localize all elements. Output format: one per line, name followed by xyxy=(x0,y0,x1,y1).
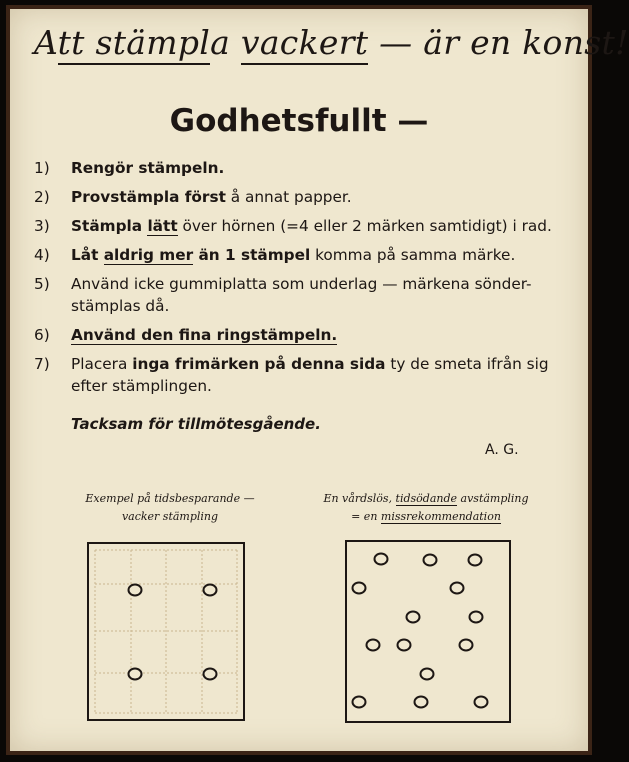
thanks-line: Tacksam för tillmötesgående. xyxy=(71,415,321,433)
stamp-ring-mark xyxy=(469,555,482,566)
rule-item xyxy=(34,353,574,397)
caption-line xyxy=(306,490,546,508)
stamp-ring-mark xyxy=(470,612,483,623)
stamp-ring-mark xyxy=(460,640,473,651)
title-underlined-part-1: tt stämpl xyxy=(58,23,211,65)
rule-bold-text-2: än 1 stämpel xyxy=(193,246,311,264)
rule-bold-text: inga frimärken på denna sida xyxy=(132,355,386,373)
caption-line xyxy=(306,508,546,526)
rule-underlined-text: aldrig mer xyxy=(103,246,194,264)
section-heading: Godhetsfullt — xyxy=(169,103,429,139)
instruction-sheet xyxy=(6,5,629,755)
rule-bold-text: Provstämpla först xyxy=(71,188,226,206)
rule-text: Placera xyxy=(71,355,133,373)
title-underlined-part-2: vackert xyxy=(241,23,368,65)
rule-number: 2) xyxy=(34,188,50,206)
stamp-ring-mark xyxy=(415,697,428,708)
scattered-stamps-illustration xyxy=(347,542,509,721)
caption-text: = en xyxy=(351,510,381,523)
title-rest: — är en konst! xyxy=(368,23,629,62)
rule-item xyxy=(34,157,574,179)
rule-item xyxy=(34,186,574,208)
rule-number: 5) xyxy=(34,275,50,293)
rule-item xyxy=(34,244,574,266)
page-title xyxy=(34,23,629,62)
rule-item xyxy=(34,273,574,317)
rule-number: 6) xyxy=(34,326,50,344)
rule-bold-text: Rengör stämpeln. xyxy=(71,159,225,177)
rule-text-2: ty de smeta ifrån sig efter stämplingen. xyxy=(71,355,549,395)
title-prefix: A xyxy=(34,23,58,62)
rule-bold-text: Stämpla xyxy=(71,217,148,235)
rule-text: å annat papper. xyxy=(225,188,352,206)
rule-item xyxy=(34,215,574,237)
caption-underlined-text: tidsödande xyxy=(395,492,458,505)
rule-number: 3) xyxy=(34,217,50,235)
caption-text: avstämpling xyxy=(457,492,529,505)
stamp-ring-mark xyxy=(353,583,366,594)
good-stamping-example xyxy=(87,542,245,721)
rule-number: 7) xyxy=(34,355,50,373)
stamp-ring-mark xyxy=(204,585,217,596)
caption-line: vacker stämpling xyxy=(121,510,219,523)
rule-underlined-text: Använd den fina ringstämpeln. xyxy=(71,326,338,344)
stamp-ring-mark xyxy=(367,640,380,651)
caption-text: En vårdslös, xyxy=(323,492,396,505)
stamp-ring-mark xyxy=(204,669,217,680)
rules-list xyxy=(34,157,574,404)
stamp-ring-mark xyxy=(424,555,437,566)
rule-number: 1) xyxy=(34,159,50,177)
title-mid: a xyxy=(210,23,241,62)
stamp-grid-illustration xyxy=(89,544,243,719)
rule-text: Använd icke gummiplatta som underlag — märkena sönder-stämplas då. xyxy=(71,275,532,315)
stamp-ring-mark xyxy=(421,669,434,680)
rule-number: 4) xyxy=(34,246,50,264)
bad-stamping-example xyxy=(345,540,511,723)
stamp-ring-mark xyxy=(353,697,366,708)
caption-underlined-text: missrekommendation xyxy=(380,510,501,523)
stamp-ring-mark xyxy=(375,554,388,565)
rule-text: över hörnen (=4 eller 2 märken samtidigt) i rad. xyxy=(177,217,552,235)
stamp-ring-mark xyxy=(398,640,411,651)
stamp-ring-mark xyxy=(129,585,142,596)
stamp-ring-mark xyxy=(407,612,420,623)
rule-text: komma på samma märke. xyxy=(310,246,516,264)
example-good-caption xyxy=(70,490,270,526)
rule-bold-text: Låt xyxy=(71,246,104,264)
stamp-ring-mark xyxy=(451,583,464,594)
rule-underlined-text: lätt xyxy=(147,217,178,235)
stamp-ring-mark xyxy=(129,669,142,680)
stamp-ring-mark xyxy=(475,697,488,708)
rule-item xyxy=(34,324,574,346)
caption-line: Exempel på tidsbesparande — xyxy=(85,492,255,505)
example-bad-caption xyxy=(306,490,546,526)
signature-initials: A. G. xyxy=(485,442,519,458)
